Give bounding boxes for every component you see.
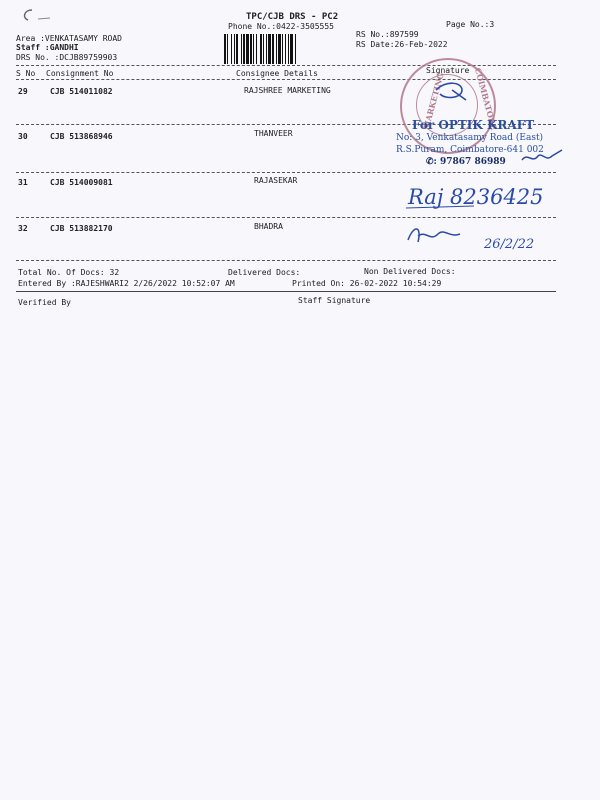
staff-signature: Staff Signature <box>298 296 371 305</box>
barcode <box>224 34 348 64</box>
row-consignment: CJB 514009081 <box>50 178 113 187</box>
corner-mark-icon <box>14 4 64 26</box>
delivered-docs: Delivered Docs: <box>228 268 301 277</box>
page-number: Page No.:3 <box>446 20 495 29</box>
divider <box>16 172 556 173</box>
row-consignee: RAJASEKAR <box>254 176 298 185</box>
divider <box>16 291 556 292</box>
column-header-consignment: Consignment No <box>46 69 114 78</box>
drs-number: DRS No. :DCJB89759903 <box>16 53 118 62</box>
firm-address-line2: R.S.Puram, Coimbatore-641 002 <box>396 145 544 155</box>
divider <box>16 260 556 261</box>
handwritten-signature <box>520 146 564 168</box>
rs-number: RS No.:897599 <box>356 30 419 39</box>
firm-name: For OPTIK KRAFT <box>412 118 535 132</box>
row-consignee: BHADRA <box>254 222 283 231</box>
row-consignee: RAJSHREE MARKETING <box>244 86 331 95</box>
area-field: Area :VENKATASAMY ROAD <box>16 34 122 43</box>
row-sno: 29 <box>18 87 28 96</box>
entered-by: Entered By :RAJESHWARI2 2/26/2022 10:52:07 AM <box>18 279 235 288</box>
verified-by: Verified By <box>18 298 71 307</box>
firm-address-line1: No: 3, Venkatasamy Road (East) <box>396 133 544 143</box>
staff-label: Staff : <box>16 43 50 52</box>
handwritten-signature <box>432 78 472 104</box>
phone-number: Phone No.:0422-3505555 <box>228 22 334 31</box>
row-consignment: CJB 514011082 <box>50 87 113 96</box>
row-consignee: THANVEER <box>254 129 293 138</box>
printed-on: Printed On: 26-02-2022 10:54:29 <box>292 279 442 288</box>
handwritten-signature <box>404 180 554 216</box>
document-title: TPC/CJB DRS - PC2 <box>246 12 339 22</box>
signature-row32-date: 26/2/22 <box>484 237 535 252</box>
staff-name: GANDHI <box>49 43 79 52</box>
column-header-consignee: Consignee Details <box>236 69 318 78</box>
staff-field <box>16 43 79 52</box>
row-sno: 30 <box>18 132 28 141</box>
divider <box>16 217 556 218</box>
row-sno: 32 <box>18 224 28 233</box>
column-header-signature: Signature <box>426 66 470 75</box>
seal-text-left: MARKETING <box>420 71 446 131</box>
seal-text-right: COIMBATORE <box>472 66 500 132</box>
non-delivered-docs: Non Delivered Docs: <box>364 267 456 276</box>
firm-phone: ✆: 97867 86989 <box>426 157 506 167</box>
row-consignment: CJB 513868946 <box>50 132 113 141</box>
signature-row31-text: Raj 8236425 <box>408 185 544 209</box>
handwritten-signature <box>404 220 554 256</box>
rs-date: RS Date:26-Feb-2022 <box>356 40 448 49</box>
row-consignment: CJB 513882170 <box>50 224 113 233</box>
total-docs: Total No. Of Docs: 32 <box>18 268 120 277</box>
row-sno: 31 <box>18 178 28 187</box>
column-header-sno: S No <box>16 69 36 78</box>
